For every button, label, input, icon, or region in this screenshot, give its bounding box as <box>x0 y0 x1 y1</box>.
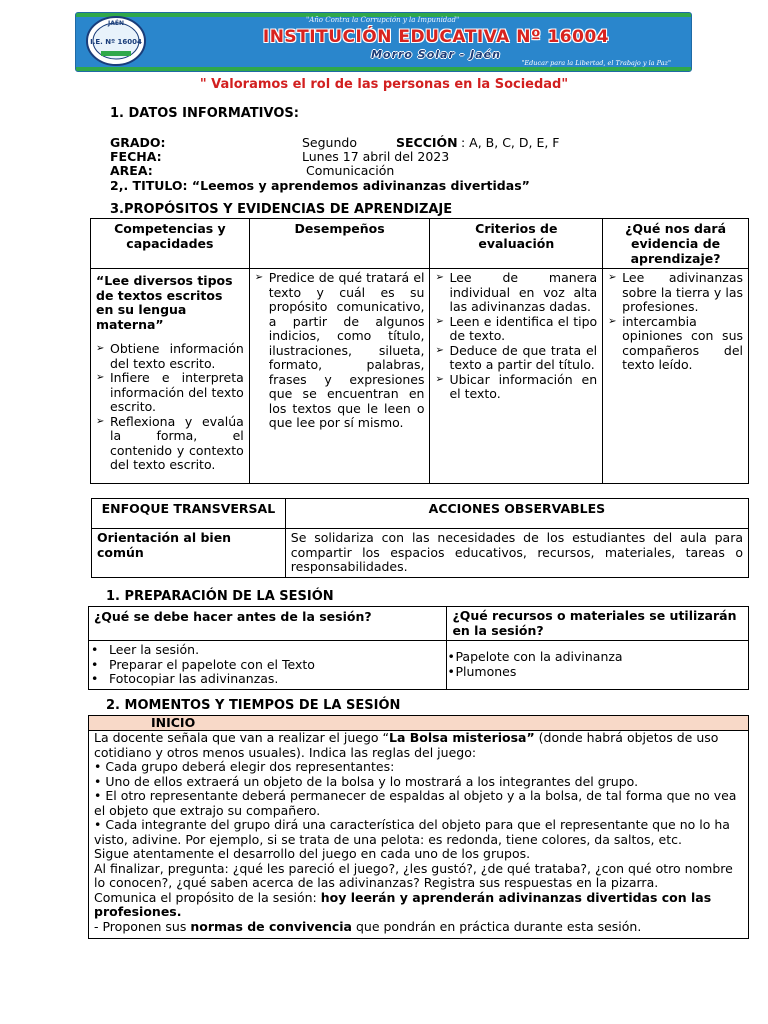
rule-line: • Cada grupo deberá elegir dos representantes: <box>94 759 395 774</box>
desempeno-item: ➢ Predice de qué tratará el texto y cuál es su propósito comunicativo, a partir de algunos indicios, como título, ilustraciones, silueta, formato, palabras, frases y expresiones que se encuentran en los textos que le leen o que lee por sí mismo. <box>255 271 425 431</box>
questions-line: Al finalizar, pregunta: ¿qué les pareció el juego?, ¿les gustó?, ¿de qué trataba?, ¿con qué otro nombre lo conocen?, ¿qué saben acerca de las adivinanzas? Registra sus respuestas en la pizarra. <box>94 860 733 890</box>
purpose-b: hoy leerán y aprenderán adivinanzas divertidas con las profesiones. <box>94 889 712 919</box>
seccion-value: : A, B, C, D, E, F <box>461 135 560 150</box>
capacidad-item: ➢ Infiere e interpreta información del texto escrito. <box>96 371 244 415</box>
enfoque-table <box>91 498 749 578</box>
fecha-value: Lunes 17 abril del 2023 <box>302 149 450 164</box>
header-criterios: Criterios de evaluación <box>430 219 603 269</box>
momentos-table <box>88 715 749 939</box>
acciones-value: Se solidariza con las necesidades de los estudiantes del aula para compartir los espacios educativos, recursos, materiales, tareas o responsabilidades. <box>285 529 748 578</box>
school-seal-icon <box>85 15 147 67</box>
grado-value: Segundo <box>302 135 357 150</box>
p1-c: (donde habrá objetos de uso cotidiano y otros menos usuales). Indica las reglas del juego: <box>94 730 719 760</box>
antes-item: • Leer la sesión. <box>89 643 441 658</box>
p1-b: La Bolsa misteriosa” <box>388 730 535 745</box>
norms-line <box>94 920 743 935</box>
school-banner <box>75 12 692 72</box>
header-quote: " Valoramos el rol de las personas en la Sociedad" <box>199 77 569 92</box>
titulo-line: 2,. TITULO: “Leemos y aprendemos adivinanzas divertidas” <box>110 178 530 193</box>
rule-line: • El otro representante deberá permanecer de espaldas al objeto y a la bolsa, de tal forma que no vea el objeto que extrajo su compañero. <box>94 788 737 818</box>
antes-item: • Preparar el papelote con el Texto <box>89 658 441 673</box>
preparacion-title: 1. PREPARACIÓN DE LA SESIÓN <box>106 589 334 604</box>
criterio-item: ➢ Leen e identifica el tipo de texto. <box>435 315 597 344</box>
competencias-cell <box>91 269 250 484</box>
competencia-title: “Lee diversos tipos de textos escritos en su lengua materna” <box>96 273 233 332</box>
purpose-line <box>94 891 743 920</box>
recurso-item: • Papelote con la adivinanza <box>447 650 743 665</box>
banner-slogan: "Educar para la Libertad, el Trabajo y la Paz" <box>521 59 671 67</box>
acciones-header: ACCIONES OBSERVABLES <box>285 499 748 529</box>
enfoque-header: ENFOQUE TRANSVERSAL <box>92 499 286 529</box>
criterios-cell <box>430 269 603 484</box>
evidencias-cell <box>603 269 749 484</box>
seal-text: I.E. Nº 16004 <box>90 38 142 46</box>
area-value: Comunicación <box>306 163 395 178</box>
inicio-content <box>89 731 749 939</box>
seal-top-text: JAÉN <box>108 20 124 27</box>
grado-label: GRADO: <box>110 135 166 150</box>
inicio-paragraph-1 <box>94 731 743 760</box>
p1-a: La docente señala que van a realizar el juego “ <box>94 730 389 745</box>
banner-title: INSTITUCIÓN EDUCATIVA Nº 16004 <box>262 27 610 47</box>
momentos-title: 2. MOMENTOS Y TIEMPOS DE LA SESIÓN <box>106 698 401 713</box>
purpose-a: Comunica el propósito de la sesión: <box>94 889 321 905</box>
banner-subtitle: Morro Solar - Jaén <box>371 48 501 61</box>
fecha-label: FECHA: <box>110 149 162 164</box>
banner-stripe-bottom <box>76 67 691 71</box>
banner-motto: "Año Contra la Corrupción y la Impunidad" <box>306 16 460 24</box>
criterio-item: ➢ Lee de manera individual en voz alta las adivinanzas dadas. <box>435 271 597 315</box>
capacidad-item: ➢ Obtiene información del texto escrito. <box>96 342 244 371</box>
rule-line: • Cada integrante del grupo dirá una característica del objeto para que el representante que no lo ha visto, adivine. Por ejemplo, si se trata de una pelota: es redonda, tiene colores, da saltos, etc. <box>94 817 730 847</box>
inicio-header: INICIO <box>89 716 749 731</box>
criterio-item: ➢ Ubicar información en el texto. <box>435 373 597 402</box>
header-evidencia: ¿Qué nos dará evidencia de aprendizaje? <box>603 219 749 269</box>
header-desempenos: Desempeños <box>249 219 430 269</box>
header-competencias: Competencias y capacidades <box>91 219 250 269</box>
rule-line: • Uno de ellos extraerá un objeto de la bolsa y lo mostrará a los integrantes del grupo. <box>94 773 639 789</box>
recursos-cell <box>447 641 749 690</box>
area-label: AREA: <box>110 163 153 178</box>
section-3-title: 3.PROPÓSITOS Y EVIDENCIAS DE APRENDIZAJE <box>110 202 453 217</box>
enfoque-value: Orientación al bien común <box>92 529 286 578</box>
recurso-item: • Plumones <box>447 665 743 680</box>
norms-b: normas de convivencia <box>190 918 352 934</box>
evidencia-item: ➢ intercambia opiniones con sus compañeros del texto leído. <box>608 315 743 373</box>
antes-header: ¿Qué se debe hacer antes de la sesión? <box>89 607 447 641</box>
section-1-title: 1. DATOS INFORMATIVOS: <box>110 106 299 121</box>
propositos-table <box>90 218 749 484</box>
criterio-item: ➢ Deduce de que trata el texto a partir del título. <box>435 344 597 373</box>
norms-a: - Proponen sus <box>94 918 191 934</box>
evidencia-item: ➢ Lee adivinanzas sobre la tierra y las profesiones. <box>608 271 743 315</box>
observe-line: Sigue atentamente el desarrollo del juego en cada uno de los grupos. <box>94 846 531 861</box>
capacidad-item: ➢ Reflexiona y evalúa la forma, el contenido y contexto del texto escrito. <box>96 415 244 473</box>
antes-item: • Fotocopiar las adivinanzas. <box>89 672 441 687</box>
norms-c: que pondrán en práctica durante esta sesión. <box>352 918 642 934</box>
seccion-label: SECCIÓN <box>396 135 458 150</box>
preparacion-table <box>88 606 749 690</box>
desempenos-cell <box>249 269 430 484</box>
antes-cell <box>89 641 447 690</box>
recursos-header: ¿Qué recursos o materiales se utilizarán en la sesión? <box>447 607 749 641</box>
